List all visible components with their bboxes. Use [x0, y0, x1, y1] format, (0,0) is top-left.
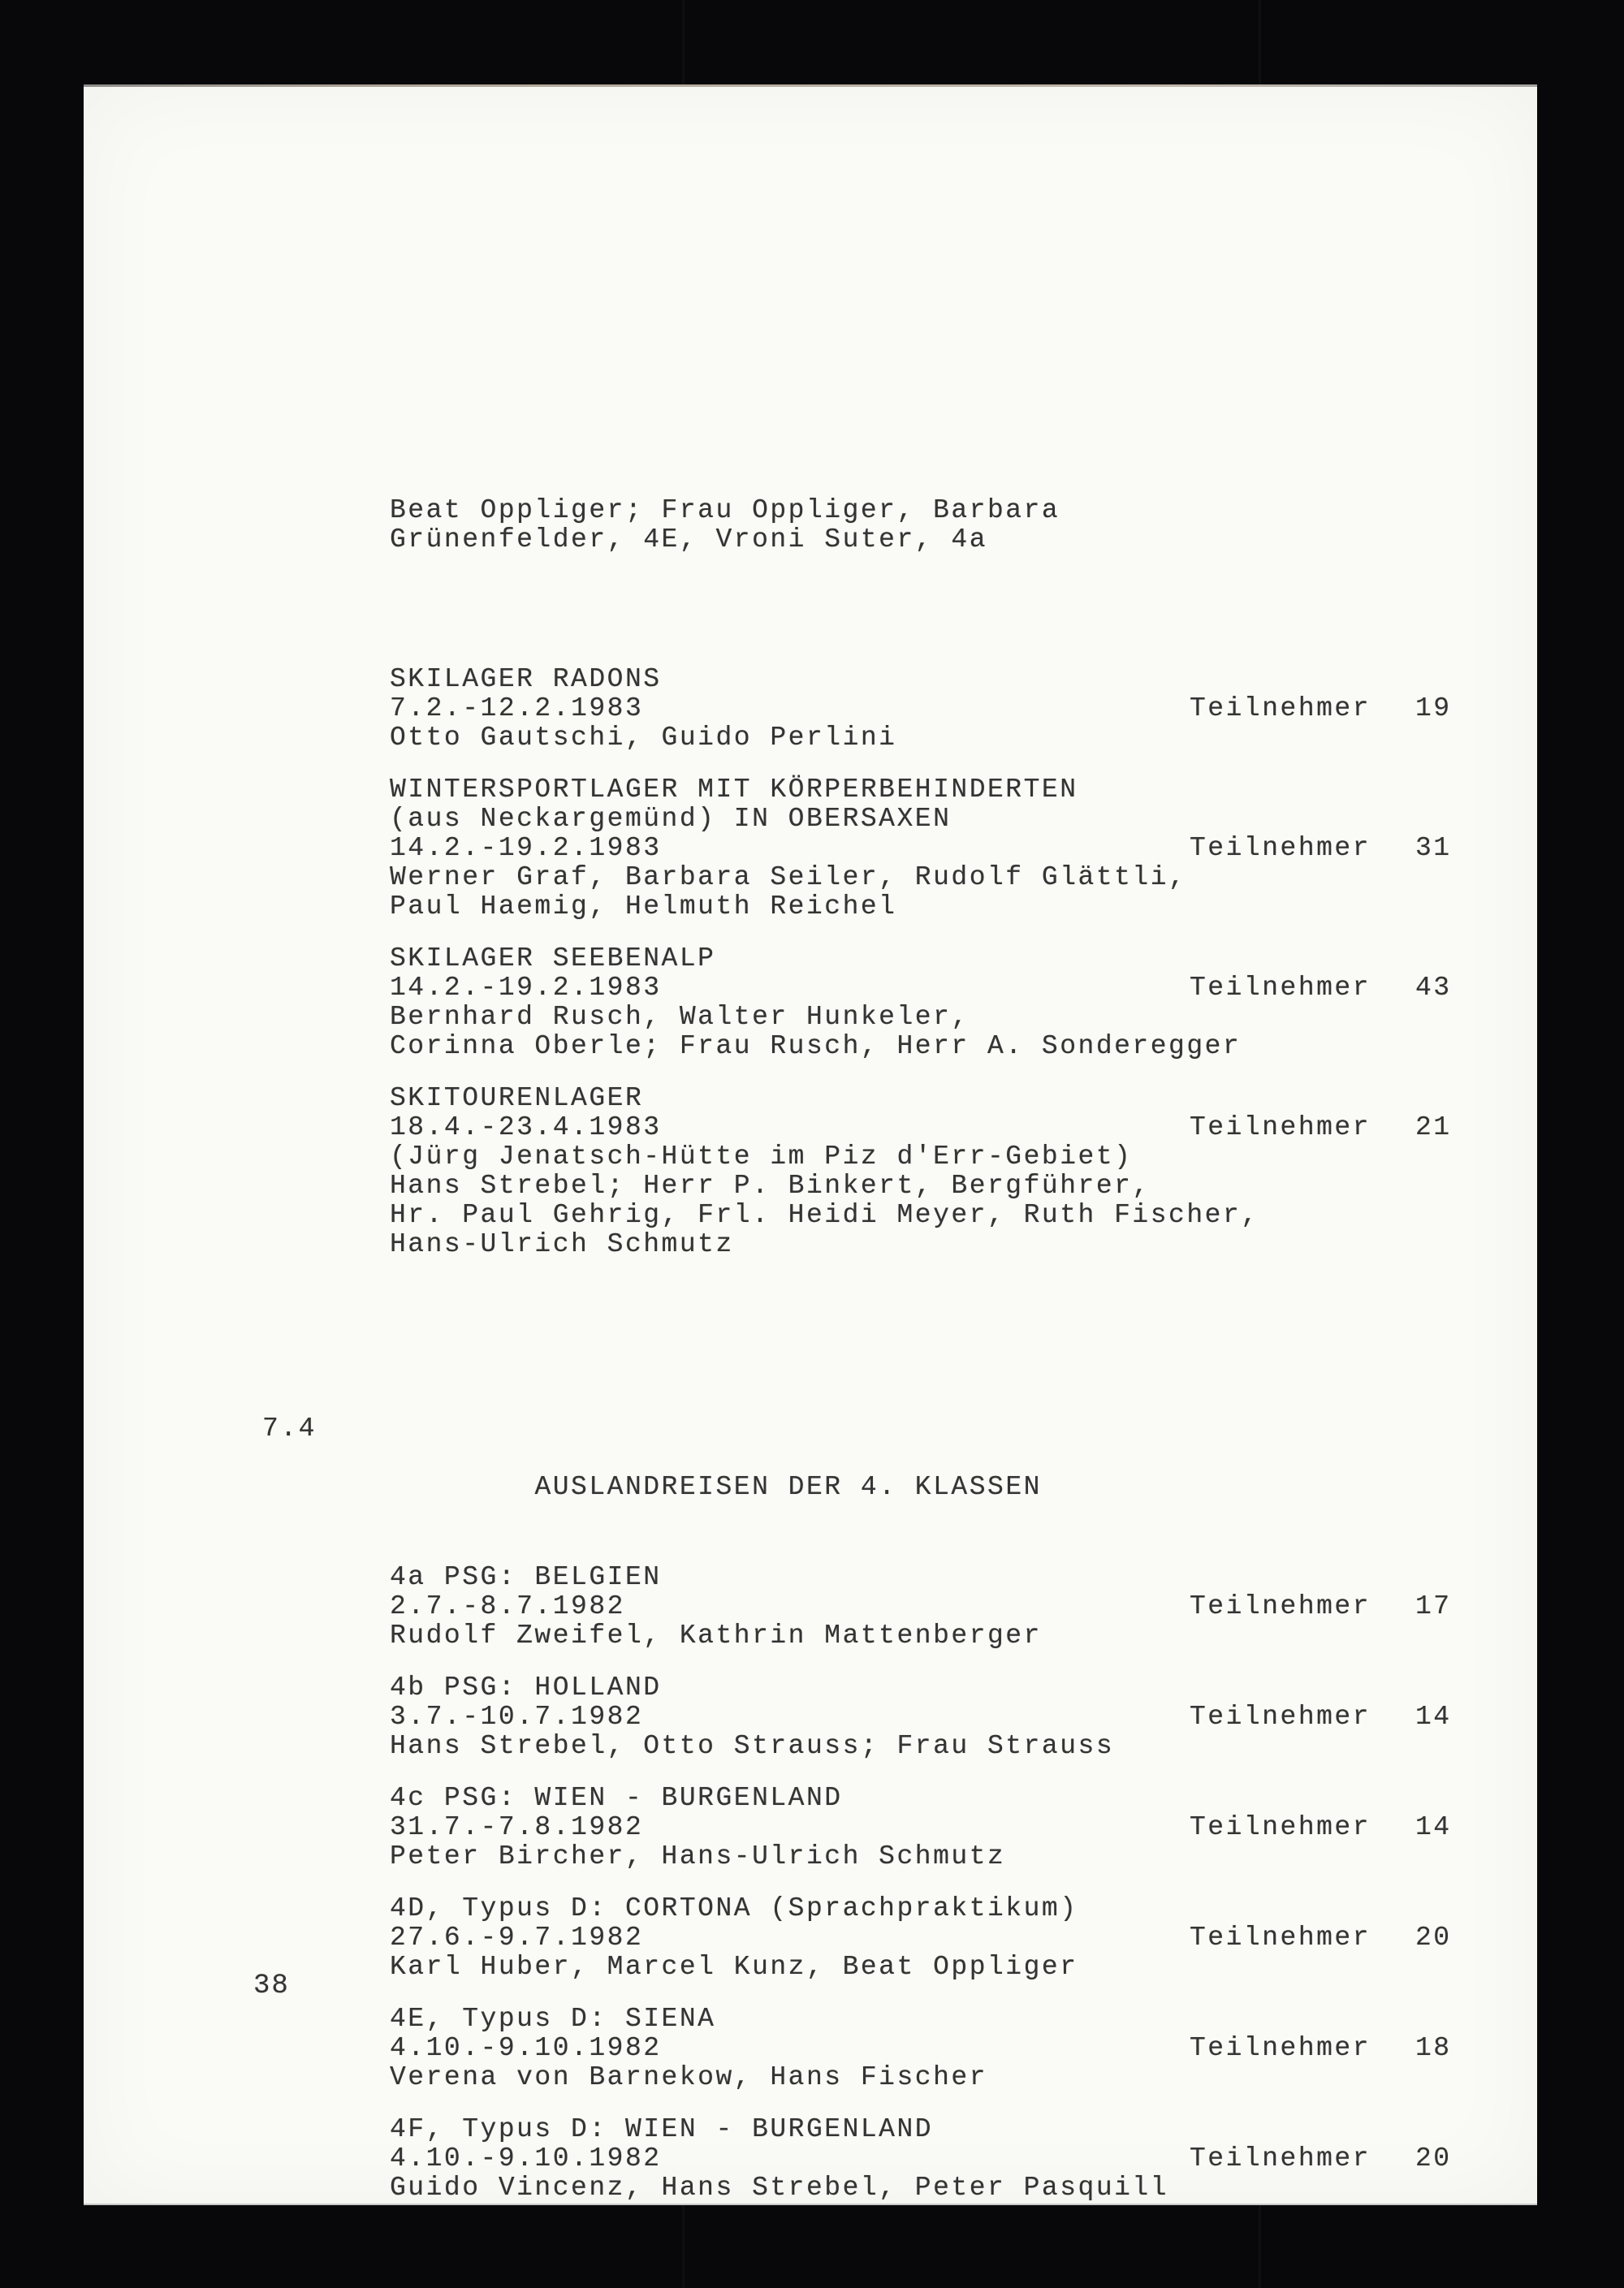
participants-label: Teilnehmer	[1190, 1591, 1371, 1621]
entry-date: 7.2.-12.2.1983	[390, 693, 644, 723]
section-title: AUSLANDREISEN DER 4. KLASSEN	[534, 1472, 1042, 1502]
entry-title-line: WINTERSPORTLAGER MIT KÖRPERBEHINDERTEN	[390, 775, 1078, 805]
participants-count: 43	[1415, 973, 1452, 1003]
participants-label: Teilnehmer	[1190, 1923, 1371, 1953]
entry-names-line: Guido Vincenz, Hans Strebel, Peter Pasquill	[390, 2173, 1169, 2203]
entry-date: 3.7.-10.7.1982	[390, 1702, 644, 1732]
entry-names-line: Hans Strebel, Otto Strauss; Frau Strauss	[390, 1731, 1115, 1761]
participants-count: 20	[1415, 1923, 1452, 1953]
camp-entry	[390, 944, 1494, 1061]
participants-label: Teilnehmer	[1190, 2143, 1371, 2174]
participants-label: Teilnehmer	[1190, 1702, 1371, 1732]
entry-title-line: 4F, Typus D: WIEN - BURGENLAND	[390, 2114, 934, 2144]
section-number: 7.4	[262, 1414, 317, 1444]
entry-date-row	[390, 2034, 1494, 2063]
entry-date-row	[390, 2144, 1494, 2174]
entry-date-row	[390, 973, 1494, 1003]
entry-names-line: Grünenfelder, 4E, Vroni Suter, 4a	[390, 525, 988, 555]
entry-date: 2.7.-8.7.1982	[390, 1591, 625, 1621]
entry-names-line: Hr. Paul Gehrig, Frl. Heidi Meyer, Ruth Fischer,	[390, 1200, 1259, 1230]
trip-entry	[390, 2005, 1494, 2092]
entry-date: 14.2.-19.2.1983	[390, 833, 662, 863]
participants-label: Teilnehmer	[1190, 973, 1371, 1003]
participants-label: Teilnehmer	[1190, 693, 1371, 723]
entry-title-line: 4c PSG: WIEN - BURGENLAND	[390, 1783, 843, 1813]
participants-count: 14	[1415, 1812, 1452, 1842]
entry-names-line: Beat Oppliger; Frau Oppliger, Barbara	[390, 495, 1060, 525]
camp-entry	[390, 1084, 1494, 1259]
entry-title-line: SKITOURENLAGER	[390, 1083, 644, 1113]
entry-names-line: Paul Haemig, Helmuth Reichel	[390, 891, 897, 922]
entry-date-row	[390, 1113, 1494, 1142]
continuation-entry	[390, 496, 1494, 555]
entry-title-line: SKILAGER SEEBENALP	[390, 943, 716, 973]
entry-date: 31.7.-7.8.1982	[390, 1812, 644, 1842]
page-number: 38	[253, 1971, 290, 2001]
entry-names-line: Verena von Barnekow, Hans Fischer	[390, 2062, 988, 2092]
entry-names-line: Corinna Oberle; Frau Rusch, Herr A. Sonderegger	[390, 1031, 1242, 1061]
participants-count: 20	[1415, 2143, 1452, 2174]
participants-count: 17	[1415, 1591, 1452, 1621]
participants-label: Teilnehmer	[1190, 2033, 1371, 2063]
entry-names-line: Peter Bircher, Hans-Ulrich Schmutz	[390, 1841, 1006, 1871]
entry-title-line: (aus Neckargemünd) IN OBERSAXEN	[390, 804, 952, 834]
continuation-block	[390, 496, 1494, 555]
trip-entry	[390, 1894, 1494, 1982]
section-heading	[262, 1414, 1494, 1502]
entry-names-line: Karl Huber, Marcel Kunz, Beat Oppliger	[390, 1952, 1078, 1982]
entry-title-line: 4D, Typus D: CORTONA (Sprachpraktikum)	[390, 1893, 1078, 1923]
entry-title-line: 4E, Typus D: SIENA	[390, 2004, 716, 2034]
entry-date-row	[390, 694, 1494, 723]
trip-entry	[390, 1673, 1494, 1761]
entry-date-row	[390, 834, 1494, 863]
entry-date: 27.6.-9.7.1982	[390, 1923, 644, 1953]
entry-date-row	[390, 1703, 1494, 1732]
entry-date: 18.4.-23.4.1983	[390, 1112, 662, 1142]
entry-date: 14.2.-19.2.1983	[390, 973, 662, 1003]
participants-count: 18	[1415, 2033, 1452, 2063]
trip-entries-list	[390, 1563, 1494, 2203]
entry-date-row	[390, 1813, 1494, 1842]
entry-title-line: SKILAGER RADONS	[390, 664, 662, 694]
camp-entry	[390, 665, 1494, 753]
trip-entry	[390, 1563, 1494, 1651]
entry-names-line: Hans Strebel; Herr P. Binkert, Bergführer,	[390, 1171, 1151, 1201]
entry-names-line: Werner Graf, Barbara Seiler, Rudolf Glättli,	[390, 862, 1187, 892]
entry-date: 4.10.-9.10.1982	[390, 2143, 662, 2174]
trip-entry	[390, 2115, 1494, 2203]
entry-date-row	[390, 1592, 1494, 1621]
trip-entry	[390, 1784, 1494, 1871]
entry-names-line: Otto Gautschi, Guido Perlini	[390, 723, 897, 753]
entry-title-line: 4b PSG: HOLLAND	[390, 1673, 662, 1703]
entry-names-line: (Jürg Jenatsch-Hütte im Piz d'Err-Gebiet)	[390, 1142, 1133, 1172]
participants-label: Teilnehmer	[1190, 1112, 1371, 1142]
participants-label: Teilnehmer	[1190, 1812, 1371, 1842]
camp-entries-list	[390, 665, 1494, 1259]
participants-label: Teilnehmer	[1190, 833, 1371, 863]
participants-count: 14	[1415, 1702, 1452, 1732]
document-page	[84, 84, 1537, 2205]
participants-count: 31	[1415, 833, 1452, 863]
entry-names-line: Bernhard Rusch, Walter Hunkeler,	[390, 1002, 970, 1032]
entry-date-row	[390, 1923, 1494, 1953]
participants-count: 19	[1415, 693, 1452, 723]
entry-date: 4.10.-9.10.1982	[390, 2033, 662, 2063]
entry-title-line: 4a PSG: BELGIEN	[390, 1562, 662, 1592]
participants-count: 21	[1415, 1112, 1452, 1142]
entry-names-line: Hans-Ulrich Schmutz	[390, 1229, 734, 1259]
camp-entry	[390, 775, 1494, 922]
entry-names-line: Rudolf Zweifel, Kathrin Mattenberger	[390, 1621, 1042, 1651]
